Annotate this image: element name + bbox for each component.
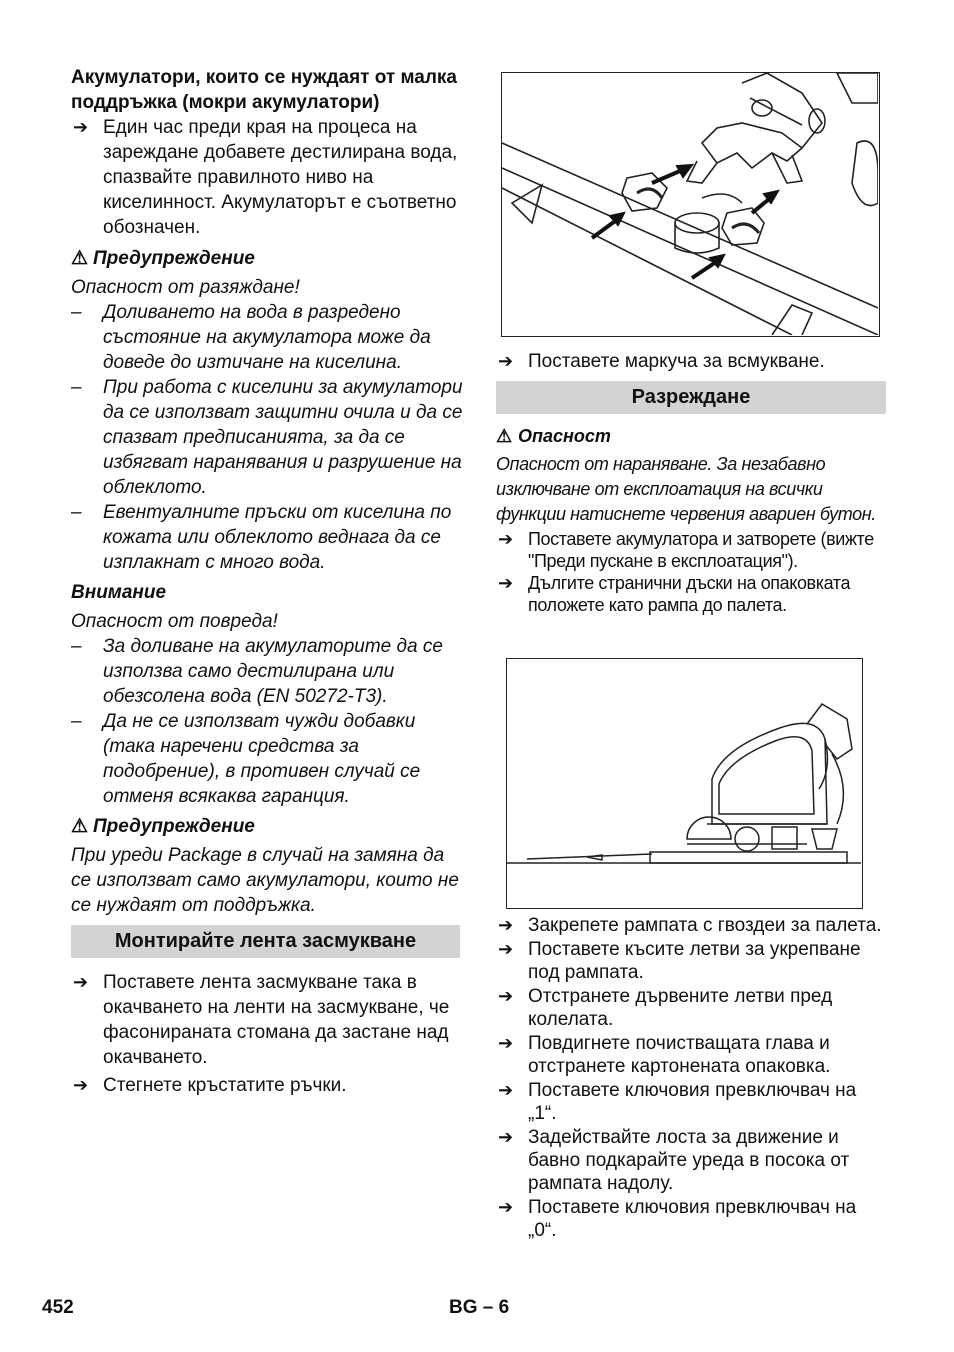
warning-intro: Опасност от разяждане! bbox=[71, 277, 300, 298]
squeegee-mount-illustration bbox=[501, 72, 880, 337]
warning-list-item: – Доливането на вода в разредено състояние на акумулатора може да доведе до изтичане на киселина. bbox=[71, 302, 431, 373]
page-number: 452 bbox=[42, 1297, 74, 1318]
right-column-steps bbox=[496, 914, 886, 1242]
section-header-squeegee: Монтирайте лента засмукване bbox=[71, 925, 460, 958]
language-page-label: BG – 6 bbox=[449, 1297, 510, 1318]
arrow-right-icon: ➔ bbox=[498, 939, 514, 959]
arrow-right-icon: ➔ bbox=[498, 1080, 514, 1100]
step-nail-ramp: ➔ Закрепете рампата с гвоздеи за палета. bbox=[498, 915, 882, 936]
warning-triangle-icon: ⚠ bbox=[71, 816, 89, 837]
arrow-right-icon: ➔ bbox=[498, 986, 514, 1006]
arrow-right-icon: ➔ bbox=[498, 1197, 514, 1217]
squeegee-drawing bbox=[502, 73, 878, 335]
caution-heading: Внимание bbox=[71, 582, 167, 603]
caution-list-item: – За доливане на акумулаторите да се използва само дестилирана или обезсолена вода (EN 50272-T3). bbox=[71, 636, 443, 707]
step-short-battens: ➔ Поставете късите летви за укрепване под рампата. bbox=[498, 939, 861, 983]
danger-heading: ⚠ Опасност bbox=[496, 424, 886, 449]
arrow-right-icon: ➔ bbox=[498, 351, 514, 371]
warning-list-item: – При работа с киселини за акумулатори да се използват защитни очила и да се спазват предписанията, за да се избягват наранявания и разрушение на облеклото. bbox=[71, 377, 463, 498]
arrow-right-icon: ➔ bbox=[498, 573, 513, 593]
step-key-on: ➔ Поставете ключовия превключвач на „1“. bbox=[498, 1080, 857, 1124]
caution-intro: Опасност от повреда! bbox=[71, 611, 278, 632]
subheading-maintenance-batteries: Акумулатори, които се нуждаят от малка поддръжка (мокри акумулатори) bbox=[71, 67, 457, 113]
arrow-right-icon: ➔ bbox=[498, 1033, 514, 1053]
arrow-right-icon: ➔ bbox=[73, 117, 89, 137]
step-ramp-boards: ➔ Дългите странични дъски на опаковката положете като рампа до палета. bbox=[498, 573, 851, 615]
step-remove-battens: ➔ Отстранете дървените летви пред колелата. bbox=[498, 986, 833, 1030]
pallet-drawing bbox=[507, 659, 861, 907]
warning-text: При уреди Package в случай на замяна да се използват само акумулатори, които не се нуждаят от поддръжка. bbox=[71, 845, 459, 916]
right-column bbox=[496, 349, 886, 616]
arrow-right-icon: ➔ bbox=[498, 529, 513, 549]
step-insert-hose: ➔ Поставете маркуча за всмукване. bbox=[498, 351, 825, 372]
warning-heading: ⚠ Предупреждение bbox=[71, 816, 255, 837]
section-header-unloading: Разреждане bbox=[496, 381, 886, 414]
step-key-off: ➔ Поставете ключовия превключвач на „0“. bbox=[498, 1197, 857, 1241]
warning-triangle-icon: ⚠ bbox=[71, 248, 89, 269]
warning-triangle-icon: ⚠ bbox=[496, 426, 513, 446]
machine-on-pallet-illustration bbox=[506, 658, 863, 909]
step-drive-down: ➔ Задействайте лоста за движение и бавно подкарайте уреда в посока от рампата надолу. bbox=[498, 1127, 850, 1194]
step-insert-squeegee: ➔ Поставете лента засмукване така в окачването на ленти на засмукване, че фасонираната стомана да застане над окачването. bbox=[73, 972, 450, 1068]
left-column bbox=[71, 65, 463, 1098]
arrow-right-icon: ➔ bbox=[498, 1127, 514, 1147]
arrow-right-icon: ➔ bbox=[73, 972, 89, 992]
warning-heading: ⚠ Предупреждение bbox=[71, 248, 255, 269]
step-add-water: ➔ Един час преди края на процеса на зареждане добавете дестилирана вода, спазвайте правилното ниво на киселинност. Акумулаторът е съответно обозначен. bbox=[73, 117, 458, 238]
danger-text: Опасност от нараняване. За незабавно изключване от експлоатация на всички функции натиснете червения авариен бутон. bbox=[496, 454, 876, 524]
step-insert-battery: ➔ Поставете акумулатора и затворете (вижте "Преди пускане в експлоатация"). bbox=[498, 529, 874, 571]
warning-list-item: – Евентуалните пръски от киселина по кожата или облеклото веднага да се изплакнат с много вода. bbox=[71, 502, 452, 573]
step-lift-head: ➔ Повдигнете почистващата глава и отстранете картонената опаковка. bbox=[498, 1033, 831, 1077]
step-tighten-knobs: ➔ Стегнете кръстатите ръчки. bbox=[73, 1075, 347, 1096]
arrow-right-icon: ➔ bbox=[498, 915, 514, 935]
arrow-right-icon: ➔ bbox=[73, 1075, 89, 1095]
caution-list-item: – Да не се използват чужди добавки (така наречени средства за подобрение), в противен случай се отменя всякаква гаранция. bbox=[71, 711, 421, 807]
